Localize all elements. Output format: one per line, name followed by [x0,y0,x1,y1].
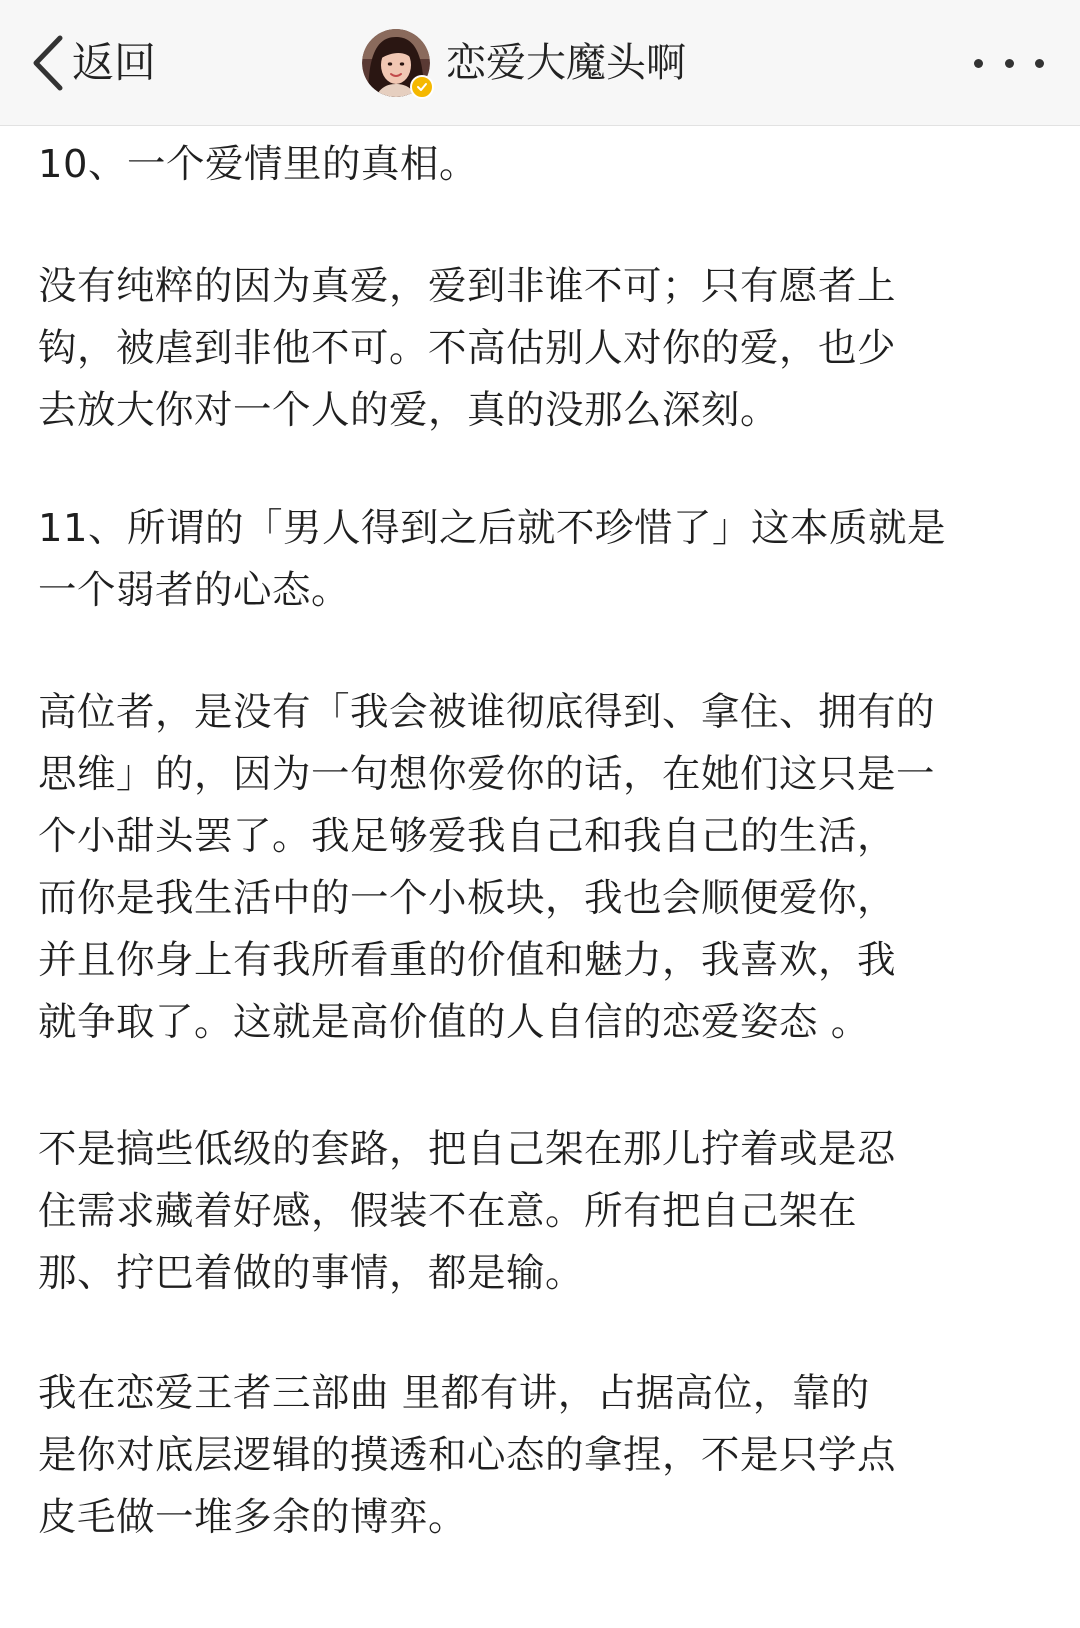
more-dots-icon [974,59,983,68]
verified-badge-icon [410,75,434,99]
back-button[interactable] [30,30,156,96]
post-paragraph: 我在恋爱王者三部曲 里都有讲，占据高位，靠的 是你对底层逻辑的摸透和心态的拿捏，不是只学点 皮毛做一堆多余的博弈。 [38,1371,897,1540]
post-paragraph: 不是搞些低级的套路，把自己架在那儿拧着或是忍 住需求藏着好感，假装不在意。所有把自己架在 那、拧巴着做的事情，都是输。 [38,1127,897,1296]
more-dots-icon [1035,59,1044,68]
more-dots-icon [1005,59,1014,68]
chevron-left-icon [30,34,64,92]
post-paragraph: 高位者，是没有「我会被谁彻底得到、拿住、拥有的 思维」的，因为一句想你爱你的话，在她们这只是一 个小甜头罢了。我足够爱我自己和我自己的生活， 而你是我生活中的一个小板块，我也会顺便爱你， 并且你身上有我所看重的价值和魅力，我喜欢，我 就争取了。这就是高价值的人自信的恋爱姿态 。 [38,690,936,1045]
author-username[interactable]: 恋爱大魔头啊 [446,40,686,86]
post-paragraph: 10、一个爱情里的真相。 [38,142,478,187]
top-navigation-bar [0,0,1080,126]
back-label: 返回 [72,38,157,87]
more-options-button[interactable] [974,46,1044,80]
post-paragraph: 11、所谓的「男人得到之后就不珍惜了」这本质就是 一个弱者的心态。 [38,506,946,613]
author-profile[interactable] [362,28,686,98]
avatar[interactable] [362,29,430,97]
post-paragraph: 没有纯粹的因为真爱，爱到非谁不可；只有愿者上 钩，被虐到非他不可。不高估别人对你的爱，也少 去放大你对一个人的爱，真的没那么深刻。 [38,264,897,433]
